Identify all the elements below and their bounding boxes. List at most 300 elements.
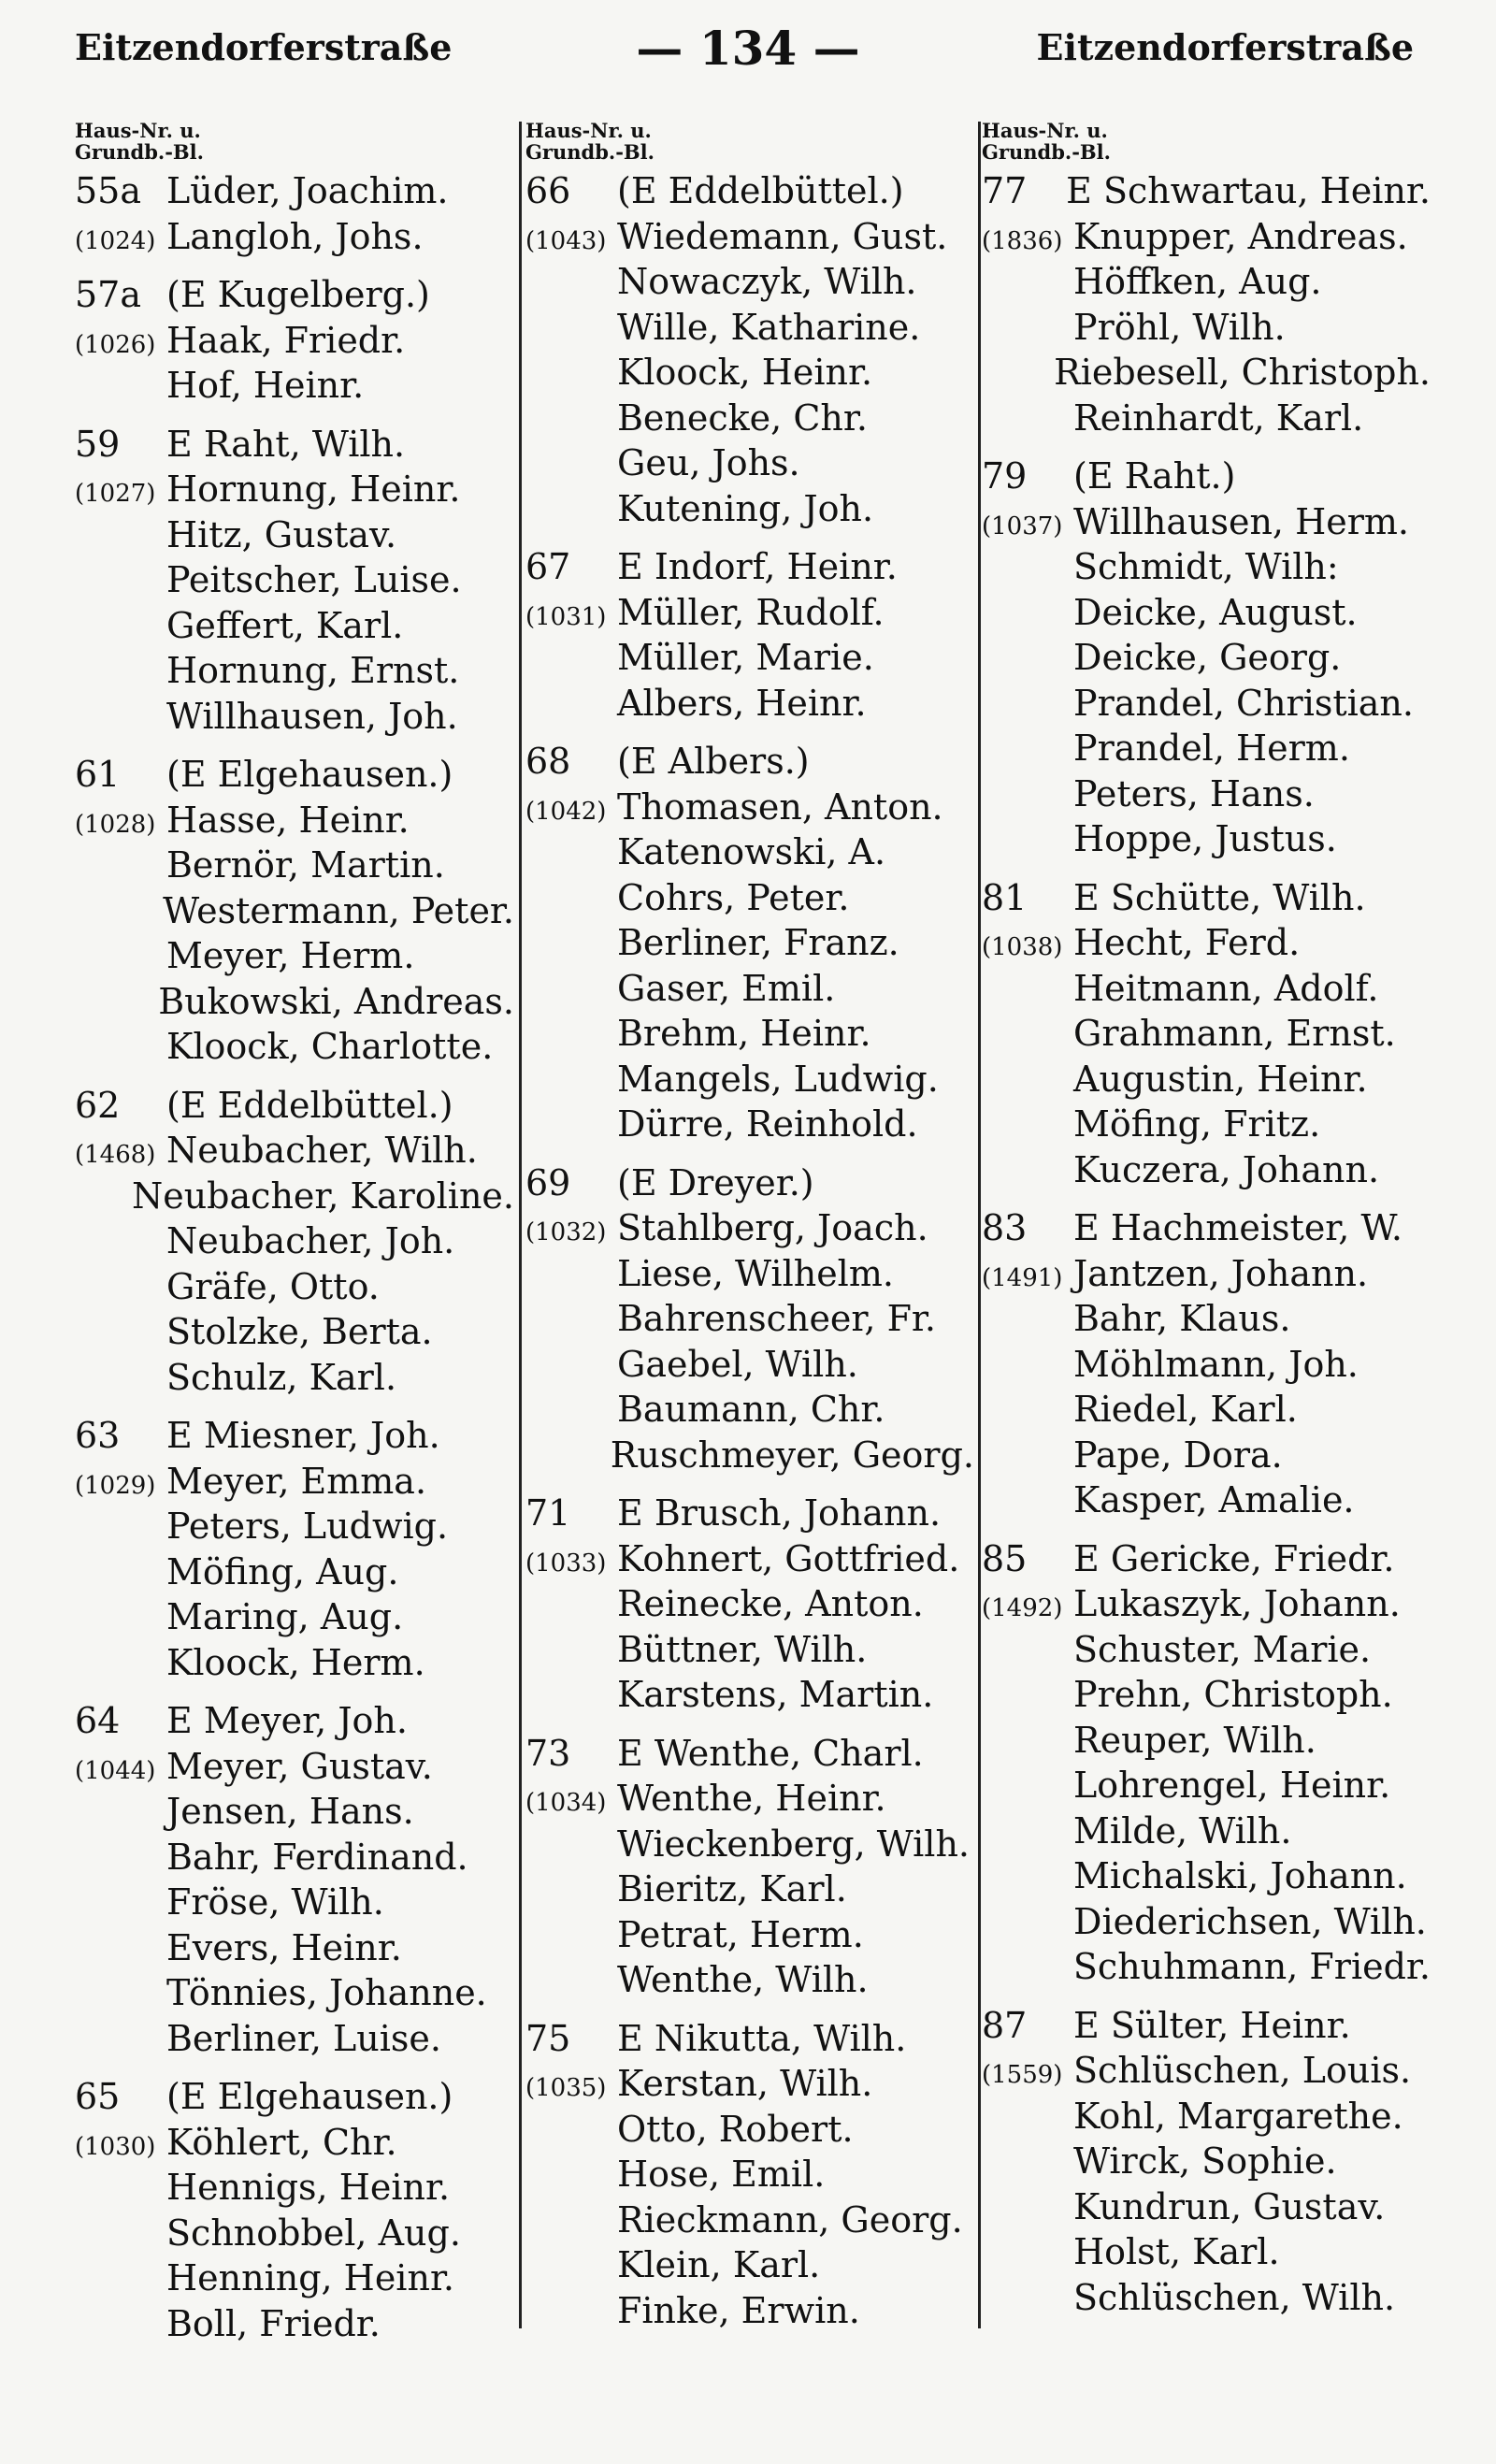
entry-line: [525, 1296, 974, 1342]
house-number: 83: [982, 1207, 1028, 1248]
grundbuch-number: (1032): [525, 1218, 607, 1246]
entry-line: [982, 499, 1431, 545]
resident-name: Liese, Wilhelm.: [617, 1252, 894, 1294]
entry-line: [982, 2003, 1431, 2049]
house-number: 67: [525, 546, 571, 587]
entry-line: [75, 1413, 514, 1459]
resident-name: Neubacher, Wilh.: [166, 1130, 478, 1171]
house-number: 73: [525, 1732, 571, 1774]
entry-line: [75, 648, 514, 694]
entry-line: [525, 1912, 974, 1958]
resident-name: Klein, Karl.: [617, 2244, 821, 2285]
house-number: 77: [982, 170, 1028, 211]
column-heading: [75, 120, 514, 163]
column-heading-line: Haus-Nr. u.: [982, 119, 1108, 142]
entry-line: [982, 2139, 1431, 2184]
entry-line: [982, 1899, 1431, 1945]
owner-name: E Indorf, Heinr.: [617, 546, 898, 587]
owner-name: E Wenthe, Charl.: [617, 1732, 924, 1774]
resident-name: Prehn, Christoph.: [1073, 1674, 1393, 1715]
entry-line: [525, 829, 974, 875]
owner-name: E Brusch, Johann.: [617, 1492, 942, 1534]
entry-line: [982, 396, 1431, 441]
entry-line: [525, 1057, 974, 1102]
resident-name: Meyer, Emma.: [166, 1460, 427, 1502]
house-number: 68: [525, 741, 571, 782]
entry-line: [525, 785, 974, 830]
resident-name: Hof, Heinr.: [166, 365, 365, 406]
resident-name: Wiedemann, Gust.: [617, 215, 948, 257]
entry-line: [525, 2288, 974, 2334]
entry-line: [982, 681, 1431, 727]
owner-name: E Raht, Wilh.: [166, 423, 406, 465]
entry-line: [75, 467, 514, 512]
entry-line: [982, 1477, 1431, 1523]
resident-name: Stolzke, Berta.: [166, 1311, 433, 1352]
resident-name: Reinhardt, Karl.: [1073, 396, 1364, 439]
entry-line: [982, 454, 1431, 499]
resident-name: Kundrun, Gustav.: [1073, 2185, 1386, 2227]
entry-line: [75, 2165, 514, 2211]
column-heading-line: Grundb.-Bl.: [525, 140, 654, 164]
owner-name: E Hachmeister, W.: [1073, 1207, 1402, 1248]
entry-line: [75, 2301, 514, 2347]
resident-name: Hennigs, Heinr.: [166, 2167, 451, 2208]
resident-name: Rieckmann, Georg.: [617, 2198, 963, 2241]
house-entry: [982, 168, 1431, 440]
entry-line: [525, 259, 974, 305]
entry-line: [982, 1147, 1431, 1193]
house-number: 61: [75, 754, 121, 795]
entry-line: [525, 2016, 974, 2062]
owner-name: E Nikutta, Wilh.: [617, 2017, 907, 2059]
resident-name: Kohnert, Gottfried.: [617, 1537, 960, 1579]
grundbuch-number: (1026): [75, 330, 156, 359]
entry-line: [982, 1944, 1431, 1990]
grundbuch-number: (1033): [525, 1549, 607, 1578]
resident-name: Heitmann, Adolf.: [1073, 967, 1379, 1009]
resident-name: Reuper, Wilh.: [1073, 1719, 1316, 1761]
resident-name: Hornung, Ernst.: [166, 650, 460, 691]
entry-line: [982, 1342, 1431, 1388]
resident-name: Albers, Heinr.: [617, 682, 867, 724]
owner-name: (E Eddelbüttel.): [617, 170, 904, 211]
resident-name: Willhausen, Herm.: [1073, 500, 1409, 542]
entry-line: [75, 1128, 514, 1174]
page-number: — 134 —: [636, 21, 860, 76]
resident-name: Karstens, Martin.: [617, 1674, 934, 1715]
entry-line: [982, 2229, 1431, 2275]
owner-name: E Gericke, Friedr.: [1073, 1537, 1395, 1579]
entry-line: [525, 739, 974, 785]
owner-name: (E Elgehausen.): [166, 2076, 453, 2117]
grundbuch-number: (1035): [525, 2074, 607, 2102]
resident-name: Bahr, Ferdinand.: [166, 1836, 468, 1878]
resident-name: Tönnies, Johanne.: [166, 1972, 487, 2013]
resident-name: Schnobbel, Aug.: [166, 2212, 461, 2254]
owner-name: (E Dreyer.): [617, 1161, 814, 1203]
resident-name: Kloock, Herm.: [166, 1641, 425, 1683]
resident-name: Höffken, Aug.: [1073, 261, 1322, 302]
entry-line: [982, 875, 1431, 921]
grundbuch-number: (1043): [525, 226, 607, 255]
resident-name: Hitz, Gustav.: [166, 513, 397, 555]
entry-line: [982, 920, 1431, 966]
house-number: 66: [525, 170, 571, 211]
resident-name: Möfing, Aug.: [166, 1550, 399, 1592]
entry-line: [982, 544, 1431, 590]
entry-line: [982, 2275, 1431, 2321]
resident-name: Hose, Emil.: [617, 2154, 826, 2195]
entry-line: [982, 1763, 1431, 1808]
entry-line: [75, 557, 514, 603]
entry-line: [75, 1504, 514, 1549]
resident-name: Kloock, Charlotte.: [166, 1026, 494, 1067]
house-entry: [525, 2016, 974, 2334]
resident-name: Jensen, Hans.: [166, 1791, 414, 1832]
entry-line: [75, 1174, 514, 1219]
entry-line: [982, 259, 1431, 305]
resident-name: Prandel, Herm.: [1073, 728, 1350, 769]
owner-name: E Miesner, Joh.: [166, 1415, 440, 1456]
owner-name: E Meyer, Joh.: [166, 1700, 408, 1741]
entry-line: [75, 1640, 514, 1686]
resident-name: Pape, Dora.: [1073, 1434, 1283, 1476]
entry-line: [982, 1205, 1431, 1251]
resident-name: Wenthe, Heinr.: [617, 1778, 886, 1819]
entry-line: [75, 1218, 514, 1264]
grundbuch-number: (1038): [982, 933, 1063, 961]
resident-name: Kohl, Margarethe.: [1073, 2095, 1403, 2137]
resident-name: Neubacher, Joh.: [166, 1220, 455, 1261]
entry-line: [525, 1342, 974, 1388]
resident-name: Evers, Heinr.: [166, 1926, 402, 1968]
resident-name: Michalski, Johann.: [1073, 1855, 1407, 1896]
entry-line: [982, 726, 1431, 771]
entry-line: [75, 1880, 514, 1925]
house-entry: [525, 168, 974, 531]
resident-name: Hornung, Heinr.: [166, 468, 461, 510]
entry-line: [75, 214, 514, 260]
entry-line: [982, 1672, 1431, 1718]
resident-name: Dürre, Reinhold.: [617, 1103, 918, 1145]
entry-line: [75, 1549, 514, 1595]
resident-name: Nowaczyk, Wilh.: [617, 261, 917, 302]
resident-name: Schulz, Karl.: [166, 1356, 397, 1398]
entry-line: [525, 2061, 974, 2107]
grundbuch-number: (1031): [525, 602, 607, 631]
running-head-left: Eitzendorferstraße: [75, 26, 453, 68]
entry-line: [525, 635, 974, 681]
resident-name: Geu, Johs.: [617, 442, 800, 483]
entry-line: [982, 1536, 1431, 1582]
column-1: [75, 120, 514, 2359]
entry-line: [982, 1627, 1431, 1673]
resident-name: Prandel, Christian.: [1073, 682, 1414, 724]
owner-name: E Schwartau, Heinr.: [1066, 170, 1431, 211]
owner-name: Lüder, Joachim.: [166, 170, 449, 211]
entry-line: [525, 168, 974, 214]
column-heading-line: Haus-Nr. u.: [525, 119, 652, 142]
grundbuch-number: (1468): [75, 1141, 156, 1169]
entry-line: [75, 2255, 514, 2301]
entry-line: [525, 1433, 974, 1478]
resident-name: Kerstan, Wilh.: [617, 2063, 873, 2104]
resident-name: Berliner, Franz.: [617, 922, 899, 963]
entry-line: [75, 512, 514, 558]
house-entry: [75, 272, 514, 409]
owner-name: (E Eddelbüttel.): [166, 1084, 453, 1126]
resident-name: Lukaszyk, Johann.: [1073, 1583, 1401, 1624]
resident-name: Peters, Hans.: [1073, 772, 1315, 814]
entry-line: [982, 1581, 1431, 1627]
entry-line: [982, 2184, 1431, 2230]
resident-name: Bahr, Klaus.: [1073, 1298, 1291, 1339]
house-entry: [75, 422, 514, 740]
house-entry: [982, 2003, 1431, 2321]
entry-line: [525, 1957, 974, 2003]
house-entry: [982, 1536, 1431, 1990]
entry-line: [525, 875, 974, 921]
entry-line: [982, 1853, 1431, 1899]
house-number: 85: [982, 1537, 1028, 1579]
entry-line: [75, 1459, 514, 1505]
house-entry: [525, 544, 974, 726]
resident-name: Meyer, Herm.: [166, 935, 415, 976]
resident-name: Peitscher, Luise.: [166, 559, 462, 600]
resident-name: Willhausen, Joh.: [166, 695, 458, 737]
entry-line: [982, 305, 1431, 351]
entry-line: [75, 363, 514, 409]
entry-line: [75, 422, 514, 468]
resident-name: Kutening, Joh.: [617, 487, 874, 529]
resident-name: Lohrengel, Heinr.: [1073, 1765, 1391, 1806]
entry-line: [75, 979, 514, 1025]
entry-line: [982, 771, 1431, 817]
resident-name: Fröse, Wilh.: [166, 1881, 384, 1923]
entry-line: [75, 1083, 514, 1129]
resident-name: Schlüschen, Wilh.: [1073, 2276, 1396, 2318]
entry-line: [982, 1387, 1431, 1433]
resident-name: Finke, Erwin.: [617, 2289, 860, 2331]
house-number: 65: [75, 2076, 121, 2117]
resident-name: Wieckenberg, Wilh.: [617, 1823, 971, 1865]
owner-name: (E Kugelberg.): [166, 274, 430, 315]
resident-name: Schuhmann, Friedr.: [1072, 1946, 1431, 1987]
owner-name: E Schütte, Wilh.: [1073, 876, 1366, 918]
house-entry: [525, 1160, 974, 1478]
entry-line: [982, 1433, 1431, 1478]
resident-name: Wirck, Sophie.: [1073, 2140, 1337, 2182]
entry-line: [525, 1160, 974, 1206]
house-entry: [982, 454, 1431, 862]
resident-name: Deicke, August.: [1073, 591, 1358, 633]
grundbuch-number: (1042): [525, 797, 607, 826]
entry-line: [525, 590, 974, 636]
resident-name: Hoppe, Justus.: [1073, 818, 1337, 859]
resident-name: Cohrs, Peter.: [617, 876, 850, 918]
entry-line: [75, 1355, 514, 1401]
entry-line: [525, 1011, 974, 1057]
house-entry: [75, 1698, 514, 2061]
grundbuch-number: (1029): [75, 1471, 156, 1500]
resident-name: Bahrenscheer, Fr.: [617, 1298, 936, 1339]
entry-line: [525, 966, 974, 1012]
column-rule: [519, 122, 522, 2328]
resident-name: Möfing, Fritz.: [1073, 1103, 1321, 1145]
entry-line: [525, 440, 974, 486]
entry-line: [982, 2048, 1431, 2094]
entry-line: [75, 272, 514, 318]
resident-name: Petrat, Herm.: [617, 1913, 864, 1955]
entry-line: [525, 1205, 974, 1251]
column-3: [982, 120, 1431, 2333]
resident-name: Bernör, Martin.: [166, 844, 445, 886]
resident-name: Geffert, Karl.: [166, 604, 404, 646]
entry-line: [75, 1594, 514, 1640]
resident-name: Köhlert, Chr.: [166, 2121, 397, 2163]
resident-name: Kuczera, Johann.: [1073, 1148, 1380, 1190]
entry-line: [982, 350, 1431, 396]
resident-name: Mangels, Ludwig.: [617, 1058, 939, 1100]
grundbuch-number: (1034): [525, 1789, 607, 1817]
column-2: [525, 120, 974, 2346]
entry-line: [525, 544, 974, 590]
resident-name: Bieritz, Karl.: [617, 1868, 847, 1909]
entry-line: [75, 2016, 514, 2062]
entry-line: [525, 305, 974, 351]
owner-name: (E Albers.): [617, 741, 810, 782]
house-number: 62: [75, 1084, 121, 1126]
entry-line: [525, 1627, 974, 1673]
entry-line: [75, 1789, 514, 1835]
entry-line: [525, 2197, 974, 2243]
house-entry: [75, 2074, 514, 2346]
resident-name: Müller, Marie.: [617, 637, 874, 678]
resident-name: Stahlberg, Joach.: [617, 1207, 928, 1248]
house-number: 57a: [75, 274, 142, 315]
resident-name: Schlüschen, Louis.: [1073, 2050, 1412, 2091]
house-entry: [75, 168, 514, 259]
column-heading-line: Haus-Nr. u.: [75, 119, 201, 142]
house-entry: [525, 739, 974, 1147]
house-number: 81: [982, 876, 1028, 918]
entry-line: [982, 635, 1431, 681]
entry-line: [75, 752, 514, 798]
entry-line: [982, 816, 1431, 862]
resident-name: Hasse, Heinr.: [166, 799, 410, 841]
entry-line: [75, 798, 514, 843]
resident-name: Brehm, Heinr.: [617, 1013, 871, 1054]
entry-line: [982, 966, 1431, 1012]
entry-line: [75, 2074, 514, 2120]
resident-name: Wille, Katharine.: [617, 306, 921, 348]
resident-name: Katenowski, A.: [617, 831, 886, 872]
resident-name: Gräfe, Otto.: [166, 1265, 380, 1307]
resident-name: Büttner, Wilh.: [617, 1628, 868, 1670]
resident-name: Neubacher, Karoline.: [131, 1174, 514, 1217]
resident-name: Peters, Ludwig.: [166, 1506, 449, 1547]
resident-name: Knupper, Andreas.: [1073, 215, 1408, 257]
entry-line: [75, 888, 514, 934]
entry-line: [525, 214, 974, 260]
entry-line: [982, 168, 1431, 214]
entry-line: [525, 1536, 974, 1582]
resident-name: Westermann, Peter.: [163, 889, 514, 931]
column-heading: [982, 120, 1431, 163]
entry-line: [525, 1251, 974, 1297]
grundbuch-number: (1028): [75, 810, 156, 839]
resident-name: Berliner, Luise.: [166, 2017, 441, 2059]
entry-line: [982, 1102, 1431, 1147]
resident-name: Langloh, Johs.: [166, 215, 424, 257]
resident-name: Jantzen, Johann.: [1073, 1252, 1369, 1294]
entry-line: [982, 1808, 1431, 1854]
grundbuch-number: (1044): [75, 1756, 156, 1785]
entry-line: [75, 1970, 514, 2016]
resident-name: Pröhl, Wilh.: [1073, 306, 1286, 348]
entry-line: [525, 1866, 974, 1912]
owner-name: E Sülter, Heinr.: [1073, 2004, 1351, 2046]
resident-name: Möhlmann, Joh.: [1073, 1343, 1359, 1385]
entry-line: [75, 933, 514, 979]
entry-line: [525, 2107, 974, 2153]
entry-line: [982, 1011, 1431, 1057]
resident-name: Kloock, Heinr.: [617, 352, 873, 393]
entry-line: [525, 396, 974, 441]
resident-name: Diederichsen, Wilh.: [1073, 1900, 1427, 1942]
resident-name: Baumann, Chr.: [617, 1389, 885, 1430]
entry-line: [75, 1698, 514, 1744]
resident-name: Maring, Aug.: [166, 1596, 404, 1637]
resident-name: Grahmann, Ernst.: [1073, 1013, 1396, 1054]
entry-line: [525, 1581, 974, 1627]
entry-line: [525, 1731, 974, 1777]
house-entry: [982, 875, 1431, 1193]
house-entry: [525, 1491, 974, 1718]
resident-name: Müller, Rudolf.: [617, 591, 885, 633]
resident-name: Boll, Friedr.: [166, 2302, 381, 2344]
entry-line: [525, 486, 974, 532]
entry-line: [982, 1057, 1431, 1102]
house-entry: [982, 1205, 1431, 1523]
entry-line: [75, 318, 514, 364]
house-number: 59: [75, 423, 121, 465]
resident-name: Milde, Wilh.: [1073, 1809, 1292, 1852]
resident-name: Ruschmeyer, Georg.: [610, 1434, 974, 1476]
grundbuch-number: (1030): [75, 2132, 156, 2161]
entry-line: [982, 1296, 1431, 1342]
resident-name: Gaser, Emil.: [617, 967, 836, 1009]
resident-name: Deicke, Georg.: [1073, 637, 1342, 678]
entry-line: [982, 214, 1431, 260]
house-number: 55a: [75, 170, 142, 211]
house-number: 63: [75, 1415, 121, 1456]
resident-name: Meyer, Gustav.: [166, 1745, 433, 1787]
entry-line: [525, 1822, 974, 1867]
entry-line: [982, 1718, 1431, 1764]
resident-name: Haak, Friedr.: [166, 319, 406, 361]
column-heading-line: Grundb.-Bl.: [982, 140, 1111, 164]
entry-line: [525, 2152, 974, 2197]
grundbuch-number: (1559): [982, 2061, 1063, 2089]
house-number: 75: [525, 2017, 571, 2059]
house-number: 71: [525, 1492, 571, 1534]
grundbuch-number: (1024): [75, 226, 156, 255]
entry-line: [525, 350, 974, 396]
resident-name: Reinecke, Anton.: [617, 1583, 924, 1624]
entry-line: [75, 1835, 514, 1880]
